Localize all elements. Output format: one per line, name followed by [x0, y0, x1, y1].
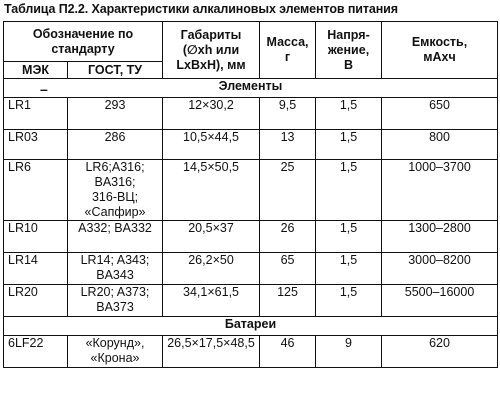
header-voltage: Напря- жение, В — [316, 22, 382, 79]
cell-mass: 13 — [260, 130, 316, 160]
cell-iec: LR1 — [4, 98, 68, 130]
cell-voltage: 1,5 — [316, 98, 382, 130]
cell-gost: 286 — [68, 130, 163, 160]
cell-voltage: 1,5 — [316, 130, 382, 160]
table-row — [4, 98, 498, 130]
header-capacity: Емкость, мАxч — [382, 22, 498, 79]
header-iec: МЭК — [4, 62, 68, 79]
cell-capacity: 1300–2800 — [382, 221, 498, 253]
cell-capacity: 800 — [382, 130, 498, 160]
header-designation: Обозначение по стандарту — [4, 22, 163, 62]
cell-capacity: 5500–16000 — [382, 285, 498, 317]
cell-capacity: 620 — [382, 336, 498, 368]
section-row-batteries — [4, 317, 498, 336]
section-cells-text: Элементы — [218, 79, 283, 93]
battery-spec-table — [3, 21, 498, 368]
cell-gost: 293 — [68, 98, 163, 130]
dash-mark: – — [40, 81, 48, 97]
table-row — [4, 130, 498, 160]
cell-dimensions: 20,5×37 — [163, 221, 260, 253]
table-row — [4, 336, 498, 368]
header-gost: ГОСТ, ТУ — [68, 62, 163, 79]
cell-iec: 6LF22 — [4, 336, 68, 368]
cell-dimensions: 26,5×17,5×48,5 — [163, 336, 260, 368]
cell-dimensions: 34,1×61,5 — [163, 285, 260, 317]
cell-dimensions: 26,2×50 — [163, 253, 260, 285]
header-dimensions: Габариты (∅xh или LxBxH), мм — [163, 22, 260, 79]
cell-mass: 9,5 — [260, 98, 316, 130]
table-row — [4, 221, 498, 253]
cell-capacity: 650 — [382, 98, 498, 130]
cell-dimensions: 12×30,2 — [163, 98, 260, 130]
cell-mass: 65 — [260, 253, 316, 285]
cell-iec: LR03 — [4, 130, 68, 160]
section-batteries-label: Батареи — [4, 317, 498, 336]
cell-voltage: 1,5 — [316, 221, 382, 253]
cell-capacity: 1000–3700 — [382, 160, 498, 221]
cell-gost: LR14; A343; BA343 — [68, 253, 163, 285]
table-caption: Таблица П2.2. Характеристики алкалиновых элементов питания — [4, 2, 398, 16]
cell-dimensions: 14,5×50,5 — [163, 160, 260, 221]
cell-gost: A332; BA332 — [68, 221, 163, 253]
cell-gost: LR20; A373; BA373 — [68, 285, 163, 317]
cell-mass: 125 — [260, 285, 316, 317]
cell-voltage: 9 — [316, 336, 382, 368]
cell-iec: LR14 — [4, 253, 68, 285]
cell-voltage: 1,5 — [316, 160, 382, 221]
section-row-cells — [4, 79, 498, 98]
table-row — [4, 285, 498, 317]
cell-iec: LR6 — [4, 160, 68, 221]
cell-iec: LR10 — [4, 221, 68, 253]
cell-capacity: 3000–8200 — [382, 253, 498, 285]
cell-voltage: 1,5 — [316, 253, 382, 285]
cell-iec: LR20 — [4, 285, 68, 317]
cell-dimensions: 10,5×44,5 — [163, 130, 260, 160]
cell-gost: «Корунд», «Крона» — [68, 336, 163, 368]
header-row-top — [4, 22, 498, 62]
cell-voltage: 1,5 — [316, 285, 382, 317]
cell-mass: 26 — [260, 221, 316, 253]
cell-gost: LR6;A316; BA316; 316-ВЦ; «Сапфир» — [68, 160, 163, 221]
table-row — [4, 160, 498, 221]
header-mass: Масса, г — [260, 22, 316, 79]
cell-mass: 25 — [260, 160, 316, 221]
section-cells-label — [4, 79, 498, 98]
cell-mass: 46 — [260, 336, 316, 368]
table-row — [4, 253, 498, 285]
